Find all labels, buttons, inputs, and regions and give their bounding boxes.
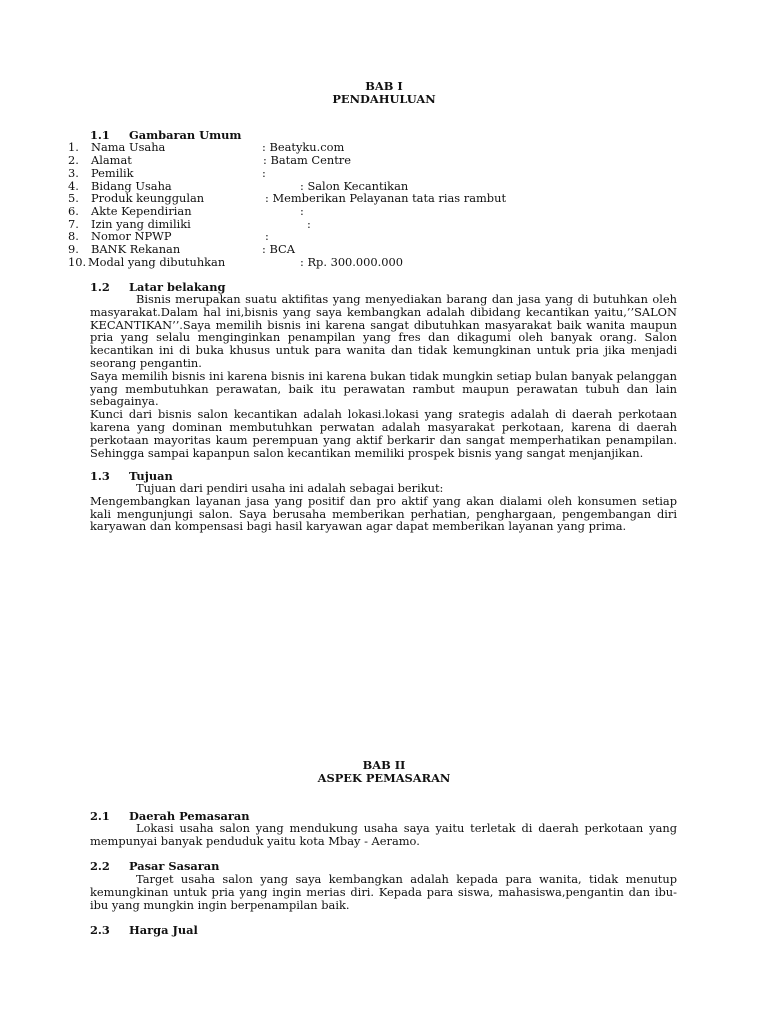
list-item-label: Modal yang dibutuhkan [88,255,226,269]
background-paragraph-3: Kunci dari bisnis salon kecantikan adalah lokasi.lokasi yang srategis adalah di daerah perkotaan karena yang dominan membutuhkan perwatan adalah masyarakat perkotaan, karena di daerah perkotaan mayoritas kaum perempuan yang aktif berkarir dan sangat memperhatikan penampilan. Sehingga sampai kapanpun salon kecantikan memiliki prospek bisnis yang sangat menjanjikan. [90,407,677,460]
list-item-number: 7. [68,217,79,231]
list-item-number: 2. [68,153,79,167]
list-item-value: : [265,229,269,243]
list-item-label: Pemilik [91,166,134,180]
list-item [0,256,768,269]
section-2-3-heading: Harga Jual [129,923,198,937]
background-paragraph-2: Saya memilih bisnis ini karena bisnis ini karena bukan tidak mungkin setiap bulan banyak pelanggan yang membutuhkan perawatan, baik itu perawatan rambut maupun perawatan tubuh dan lain sebagainya. [90,368,677,409]
list-item-value: : [262,166,266,180]
section-1-2-number: 1.2 [90,280,110,294]
list-item-label: Alamat [91,153,132,167]
goals-paragraph-1: Tujuan dari pendiri usaha ini adalah sebagai berikut: [136,481,444,495]
list-item-number: 4. [68,179,79,193]
list-item-number: 6. [68,204,79,218]
list-item-label: Produk keunggulan [91,191,205,205]
list-item-value: : [300,204,304,218]
list-item-label: BANK Rekanan [91,242,181,256]
section-1-1-heading: Gambaran Umum [129,128,242,142]
list-item-number: 10. [68,255,87,269]
list-item-label: Nomor NPWP [91,229,172,243]
list-item-label: Akte Kependirian [91,204,192,218]
list-item-number: 1. [68,140,79,154]
list-item-value: : Batam Centre [263,153,351,167]
list-item-number: 8. [68,229,79,243]
list-item-number: 3. [68,166,79,180]
section-1-2-heading: Latar belakang [129,280,226,294]
marketing-area-body [90,822,677,848]
section-2-2-heading: Pasar Sasaran [129,859,220,873]
target-market-paragraph: Target usaha salon yang saya kembangkan adalah kepada para wanita, tidak menutup kemungkinan untuk pria yang ingin merias diri. Kepada para siswa, mahasiswa,pengantin dan ibu-ibu yang mungkin ingin berpenampilan baik. [90,872,677,912]
goals-paragraph-2: Mengembangkan layanan jasa yang positif dan pro aktif yang akan dialami oleh konsumen setiap kali mengunjungi salon. Saya berusaha memberikan perhatian, penghargaan, pengembangan diri karyawan dan kompensasi bagi hasil karyawan agar dapat memberikan layanan yang prima. [90,493,677,534]
chapter-1-title: PENDAHULUAN [332,92,436,106]
list-item-number: 9. [68,242,79,256]
list-item-value: : [307,217,311,231]
list-item-value: : Rp. 300.000.000 [300,255,404,269]
background-paragraph-1: Bisnis merupakan suatu aktifitas yang menyediakan barang dan jasa yang di butuhkan oleh masyarakat.Dalam hal ini,bisnis yang saya kembangkan adalah dibidang kecantikan yaitu,’’SALON KECANTIKAN’’.Saya memilih bisnis ini karena sangat dibutuhkan masyarakat baik wanita maupun pria yang selalu menginginkan penampilan yang fres dan dikagumi oleh banyak orang. Salon kecantikan ini di buka khusus untuk para wanita dan tidak kemungkinan untuk pria jika menjadi seorang pengantin. [90,292,677,370]
target-market-body [90,873,677,911]
chapter-2-number: BAB II [362,758,406,772]
list-item-label: Nama Usaha [91,140,166,154]
section-1-3-heading: Tujuan [129,469,173,483]
section-1-3-number: 1.3 [90,469,110,483]
list-item-label: Bidang Usaha [91,179,172,193]
section-2-2-number: 2.2 [90,859,110,873]
list-item-value: : BCA [262,242,295,256]
section-2-3-number: 2.3 [90,923,110,937]
chapter-1-number: BAB I [365,79,403,93]
list-item-label: Izin yang dimiliki [91,217,191,231]
list-item-value: : Salon Kecantikan [300,179,409,193]
section-2-1-number: 2.1 [90,809,110,823]
background-section-body [90,293,677,459]
section-2-1-heading: Daerah Pemasaran [129,809,250,823]
marketing-area-paragraph: Lokasi usaha salon yang mendukung usaha saya yaitu terletak di daerah perkotaan yang mempunyai banyak penduduk yaitu kota Mbay - Aeramo. [90,821,677,848]
list-item-value: : Beatyku.com [262,140,345,154]
chapter-2-title: ASPEK PEMASARAN [317,771,451,785]
section-1-1-number: 1.1 [90,128,110,142]
list-item-number: 5. [68,191,79,205]
list-item-value: : Memberikan Pelayanan tata rias rambut [265,191,507,205]
goals-section-body [90,482,677,533]
